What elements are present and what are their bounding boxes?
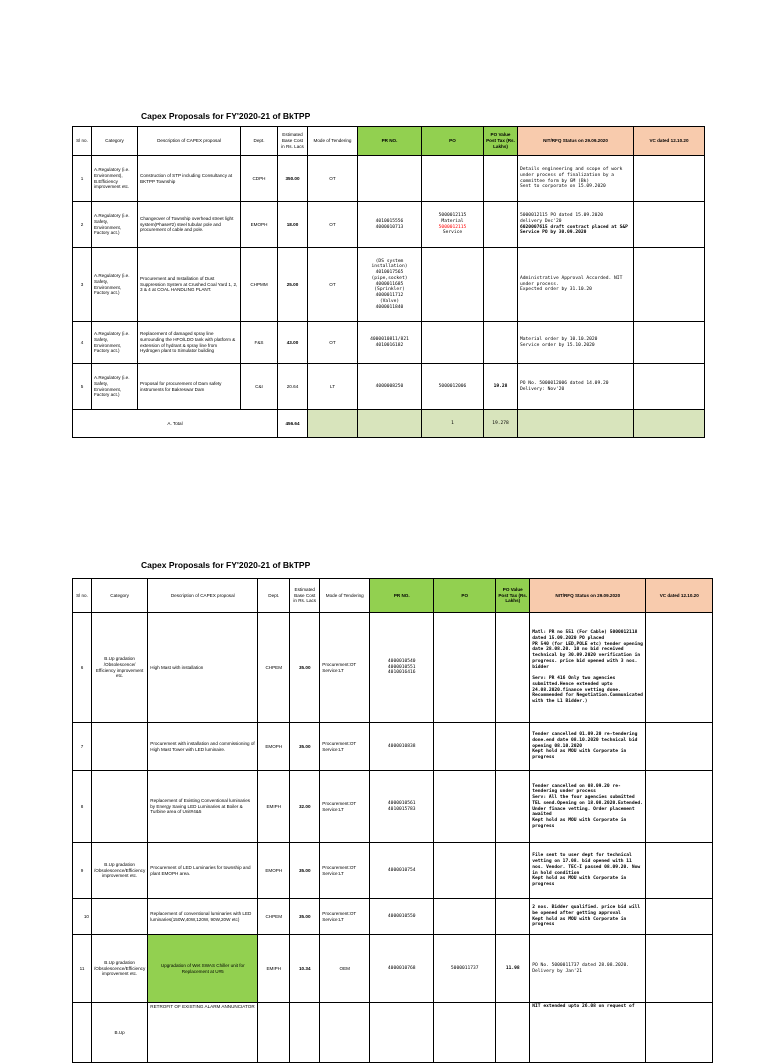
status-cell: Tender cancelled 01.09.20 re-tendering done.end date 08.10.2020 technical bid opening 08.10.2020 Kept hold as MOU with Corporate in progress: [530, 723, 646, 771]
header-po: PO: [434, 579, 496, 613]
vc-cell: [634, 156, 705, 202]
vc-cell: [634, 322, 705, 364]
vc-cell: [634, 202, 705, 248]
sl-cell: [73, 1003, 92, 1063]
vc-cell: [634, 248, 705, 322]
total-po-count: 1: [422, 410, 484, 438]
cost-cell: 35.00: [290, 899, 320, 935]
header-sl-no: Sl no.: [73, 127, 92, 156]
dept-cell: EMIPH: [258, 935, 290, 1003]
sl-cell: 9: [73, 843, 92, 899]
header-category: Category: [92, 127, 138, 156]
category-cell: [92, 899, 148, 935]
table-row: [73, 899, 713, 935]
header-nit-status: NIT/RFQ Status on 29.09.2020: [518, 127, 634, 156]
mode-cell: Procurement:OT Service:LT: [320, 771, 370, 843]
header-dept: Dept.: [258, 579, 290, 613]
description-cell: Changeover of Township overhead street light system(Phase#2) steel tubular pole and procurement of cable and pole.: [138, 202, 241, 248]
header-po-value: PO Value Post Tax (Rs. Lakhs): [484, 127, 518, 156]
sl-cell: 7: [73, 723, 92, 771]
sl-cell: 1: [73, 156, 92, 202]
header-mode-of-tendering: Mode of Tendering: [320, 579, 370, 613]
pr-cell: 4010015556 4000010713: [358, 202, 422, 248]
category-cell: [92, 771, 148, 843]
sl-cell: 6: [73, 613, 92, 723]
dept-cell: EMOPH: [241, 202, 278, 248]
category-cell: A.Regulatory (i.e. Safety, Environment, Factory act.): [92, 248, 138, 322]
description-cell: Replacement of conventional luminaries with LED luminaries(150W,40W,120W, 90W,20W etc): [148, 899, 258, 935]
total-po-value: 19.278: [484, 410, 518, 438]
table-row: [73, 364, 705, 410]
sl-cell: 8: [73, 771, 92, 843]
cost-cell: 32.00: [290, 771, 320, 843]
description-cell: Procurement and Installation of Dust Suppression System at Crushed Coal Yard 1, 2, 3 & 4 at COAL HANDLING PLANT.: [138, 248, 241, 322]
header-estimated-cost: Estimated Base Cost in Rs. Lacs: [278, 127, 308, 156]
po-value-cell: [496, 843, 530, 899]
dept-cell: F&S: [241, 322, 278, 364]
capex-table-1: [72, 126, 705, 438]
description-cell: Procurement with installation and commissioning of High Mast Tower with LED luminaire.: [148, 723, 258, 771]
dept-cell: CHPEM: [258, 899, 290, 935]
header-po-value: PO Value Post Tax (Rs. Lakhs): [496, 579, 530, 613]
po-value-cell: [484, 156, 518, 202]
header-pr-no: PR NO.: [358, 127, 422, 156]
po-type-label: Material: [441, 218, 464, 224]
mode-cell: LT: [308, 364, 358, 410]
description-cell: High Mast with installation: [148, 613, 258, 723]
cost-cell: 20.64: [278, 364, 308, 410]
status-cell: Administrative Approval Accorded. NIT under process. Expected order by 31.10.20: [518, 248, 634, 322]
po-cell: [434, 843, 496, 899]
header-description: Description of CAPEX proposal: [148, 579, 258, 613]
cost-cell: [290, 1003, 320, 1063]
mode-cell: [320, 1003, 370, 1063]
total-empty-cell: [308, 410, 358, 438]
mode-cell: OT: [308, 202, 358, 248]
po-cell: [434, 723, 496, 771]
status-cell: [518, 202, 634, 248]
po-value-cell: [496, 899, 530, 935]
po-cell: [434, 1003, 496, 1063]
sl-cell: 2: [73, 202, 92, 248]
header-nit-status: NIT/RFQ Status on 29.09.2020: [530, 579, 646, 613]
vc-cell: [646, 613, 713, 723]
mode-cell: OEM: [320, 935, 370, 1003]
status-text: 5000012115 PO dated 15.09.2020 delivery Dec'20: [520, 213, 603, 224]
status-cell: NIT extended upto 26.08 on request of: [530, 1003, 646, 1063]
description-cell: Replacement of damaged spray line surrounding the HFO/LDO tank with platform & extension of hydrant & spray line from Hydrogen plant to Simulator building: [138, 322, 241, 364]
po-cell: [422, 202, 484, 248]
po-value-cell: 11.98: [496, 935, 530, 1003]
cost-cell: 18.00: [278, 202, 308, 248]
total-empty-cell: [634, 410, 705, 438]
po-cell: 5000011737: [434, 935, 496, 1003]
header-pr-no: PR NO.: [370, 579, 434, 613]
po-number: 5000012115: [438, 213, 467, 219]
table-row: [73, 843, 713, 899]
cost-cell: 25.00: [278, 248, 308, 322]
vc-cell: [646, 935, 713, 1003]
total-row: [73, 410, 705, 438]
pr-cell: 4000010838: [370, 723, 434, 771]
po-cell: [434, 771, 496, 843]
po-cell: [422, 322, 484, 364]
category-cell: A.Regulatory (i.e. Environment), B.Efficiency improvement etc.: [92, 156, 138, 202]
status-cell: Details engineering and scope of work under process of finalization by a committee form by GM (Bk) Sent to corporate on 15.09.2020: [518, 156, 634, 202]
description-cell: Replacement of Existing Conventional luminaries by Energy Saving LED Luminaries at Boiler & Turbine area of Unit#4&5: [148, 771, 258, 843]
mode-cell: OT: [308, 248, 358, 322]
mode-cell: Procurement:OT Service:LT: [320, 899, 370, 935]
table-row: [73, 202, 705, 248]
header-category: Category: [92, 579, 148, 613]
pr-cell: [358, 156, 422, 202]
po-cell: [422, 248, 484, 322]
dept-cell: C&I: [241, 364, 278, 410]
status-cell: Matl: PR no 551 (For Cable) 5000012118 dated 15.09.2020 PO placed PR 540 (for LED,POLE etc) tender opening date 28.08.20. 10 no bid received technical by 30.09.2020 verification in progress. price bid opened with 3 nos. bidder Serv: PR 416 Only two agencies submitted.Hence extended upto 24.08.2020.finance vetting done. Recommended for Negotiation.Communicated with the L1 Bidder.): [530, 613, 646, 723]
header-dept: Dept.: [241, 127, 278, 156]
pr-cell: 4000010550: [370, 899, 434, 935]
total-cost: 456.64: [278, 410, 308, 438]
po-cell: [434, 899, 496, 935]
sl-cell: 4: [73, 322, 92, 364]
category-cell: [92, 723, 148, 771]
po-value-cell: [484, 202, 518, 248]
status-cell: PO No. 5000012006 dated 14.09.20 Delivery: Nov'20: [518, 364, 634, 410]
status-cell: PO No. 5000011737 dated 28.08.2020. Delivery by Jan'21: [530, 935, 646, 1003]
category-cell: B.Up: [92, 1003, 148, 1063]
po-value-cell: [484, 248, 518, 322]
dept-cell: CDPH: [241, 156, 278, 202]
status-cell: Tender cancelled on 08.09.20 re-tendering under process Serv: All the four agencies submitted TEL send.Opening on 18.08.2020.Extended. Under finace vetting. Order placement awaited Kept hold as MOU with Corporate in progress: [530, 771, 646, 843]
status-cell: File sent to user dept for technical vetting on 17.08. bid opened with 11 nos. Vendor. TEC-I passed 08.09.20. Now in hold condition Kept hold as MOU with Corporate in progress: [530, 843, 646, 899]
status-text-bold: 6020007615 draft contract placed at S&P Service PO by 30.09.2020: [520, 224, 628, 236]
po-value-cell: [496, 613, 530, 723]
description-cell: Procurement of LED Luminaries for township and plant EMOPH area.: [148, 843, 258, 899]
pr-cell: 4000010811/821 4010016182: [358, 322, 422, 364]
dept-cell: [258, 1003, 290, 1063]
vc-cell: [646, 723, 713, 771]
table-row: [73, 723, 713, 771]
mode-cell: Procurement:OT Service:LT: [320, 613, 370, 723]
header-vc-dated: VC dated 12.10.20: [634, 127, 705, 156]
description-cell: RETROFIT OF EXISTING ALARM ANNUNCIATOR: [148, 1003, 258, 1063]
mode-cell: OT: [308, 156, 358, 202]
category-cell: A.Regulatory (i.e. Safety, Environment, Factory act.): [92, 322, 138, 364]
po-value-cell: [496, 771, 530, 843]
po-value-cell: [496, 1003, 530, 1063]
table-row: [73, 935, 713, 1003]
dept-cell: CHPEM: [258, 613, 290, 723]
header-sl-no: Sl no.: [73, 579, 92, 613]
mode-cell: Procurement:OT Service:LT: [320, 843, 370, 899]
header-mode-of-tendering: Mode of Tendering: [308, 127, 358, 156]
header-vc-dated: VC dated 12.10.20: [646, 579, 713, 613]
dept-cell: EMOPH: [258, 723, 290, 771]
pr-cell: (DS system installation) 4010017565 (pipe,socket) 4000011685 (Sprinkler) 4000011712 (Valve) 4000011840: [358, 248, 422, 322]
vc-cell: [646, 843, 713, 899]
vc-cell: [646, 771, 713, 843]
category-cell: A.Regulatory (i.e. Safety, Environment, Factory act.): [92, 202, 138, 248]
description-cell: Upgradation of Wet SWAS Chiller unit for Replacement at U#5: [148, 935, 258, 1003]
header-po: PO: [422, 127, 484, 156]
description-cell: Proposal for procurement of Dam safety instruments for Bakreswar Dam: [138, 364, 241, 410]
cost-cell: 350.00: [278, 156, 308, 202]
cost-cell: 43.00: [278, 322, 308, 364]
sl-cell: 5: [73, 364, 92, 410]
status-cell: Material order by 10.10.2020 Service order by 15.10.2020: [518, 322, 634, 364]
vc-cell: [634, 364, 705, 410]
pr-cell: 4000008250: [358, 364, 422, 410]
total-label: A. Total: [73, 410, 278, 438]
po-value-cell: [496, 723, 530, 771]
sl-cell: 11: [73, 935, 92, 1003]
po-type-label: Service: [442, 230, 463, 236]
pr-cell: 4000010754: [370, 843, 434, 899]
capex-table-2: [72, 578, 713, 1063]
po-value-cell: 19.28: [484, 364, 518, 410]
table-row: [73, 156, 705, 202]
vc-cell: [646, 899, 713, 935]
header-estimated-cost: Estimated Base Cost in Rs. Lacs: [290, 579, 320, 613]
table2-title: Capex Proposals for FY'2020-21 of BkTPP: [141, 560, 311, 570]
po-cell: [434, 613, 496, 723]
cost-cell: 35.00: [290, 723, 320, 771]
table-row: [73, 613, 713, 723]
table1-title: Capex Proposals for FY'2020-21 of BkTPP: [141, 111, 311, 121]
table-row: [73, 1003, 713, 1063]
header-description: Description of CAPEX proposal: [138, 127, 241, 156]
dept-cell: EMOPH: [258, 843, 290, 899]
pr-cell: 4000010561 4010015783: [370, 771, 434, 843]
category-cell: A.Regulatory (i.e. Safety, Environment, Factory act.): [92, 364, 138, 410]
table-row: [73, 771, 713, 843]
description-cell: Construction of STP including Consultancy at BKTPP Township: [138, 156, 241, 202]
status-cell: 2 nos. Bidder qualified. price bid will be opened after getting approval Kept hold as MOU with Corporate in progress: [530, 899, 646, 935]
cost-cell: 35.00: [290, 613, 320, 723]
table-row: [73, 248, 705, 322]
sl-cell: 10: [73, 899, 92, 935]
pr-cell: 4000010768: [370, 935, 434, 1003]
mode-cell: OT: [308, 322, 358, 364]
category-cell: B.Up gradation /Obsolescence/ Efficiency improvement etc.: [92, 613, 148, 723]
po-cell: [422, 156, 484, 202]
po-value-cell: [484, 322, 518, 364]
dept-cell: EMIPH: [258, 771, 290, 843]
table-row: [73, 322, 705, 364]
sl-cell: 3: [73, 248, 92, 322]
cost-cell: 10.34: [290, 935, 320, 1003]
cost-cell: 35.00: [290, 843, 320, 899]
mode-cell: Procurement:OT Service:LT: [320, 723, 370, 771]
vc-cell: [646, 1003, 713, 1063]
pr-cell: [370, 1003, 434, 1063]
po-number-service: 5000012115: [438, 224, 467, 230]
po-cell: 5000012006: [422, 364, 484, 410]
pr-cell: 4000010540 4000010551 4010016416: [370, 613, 434, 723]
dept-cell: CHPMM: [241, 248, 278, 322]
total-empty-cell: [358, 410, 422, 438]
total-empty-cell: [518, 410, 634, 438]
category-cell: B.Up gradation /Obsolescence/Efficiency improvement etc.: [92, 935, 148, 1003]
category-cell: B.Up gradation /Obsolescence/Efficiency improvement etc.: [92, 843, 148, 899]
